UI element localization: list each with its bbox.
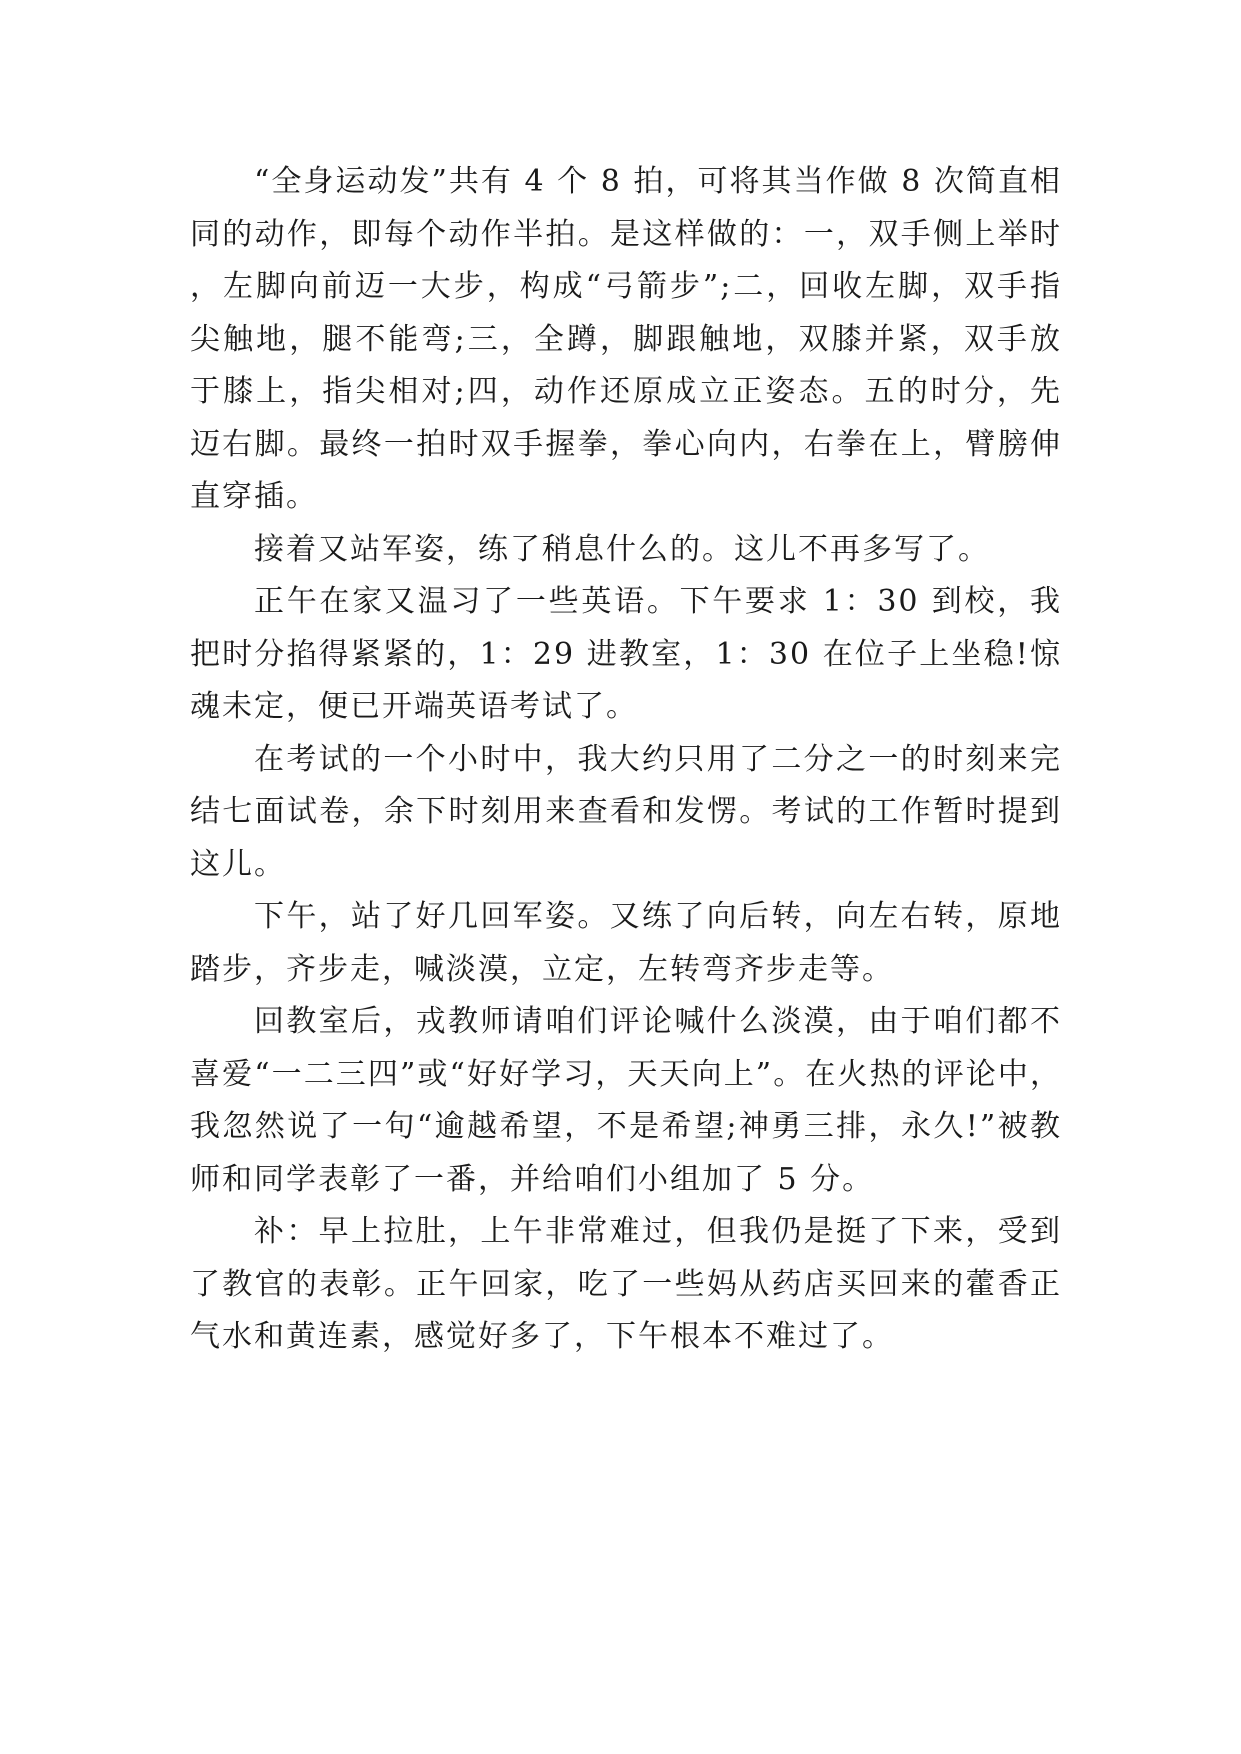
paragraph-supplement: 补：早上拉肚，上午非常难过，但我仍是挺了下来，受到了教官的表彰。正午回家，吃了一些妈从药店买回来的藿香正气水和黄连素，感觉好多了，下午根本不难过了。 [190, 1214, 1062, 1354]
paragraph-exam: 在考试的一个小时中，我大约只用了二分之一的时刻来完结七面试卷，余下时刻用来查看和发愣。考试的工作暂时提到这儿。 [190, 741, 1062, 882]
paragraph-exercise-description: “全身运动发”共有 4 个 8 拍，可将其当作做 8 次简直相同的动作，即每个动作半拍。是这样做的：一，双手侧上举时，左脚向前迈一大步，构成“弓箭步”;二，回收左脚，双手指尖触地，腿不能弯;三，全蹲，脚跟触地，双膝并紧，双手放于膝上，指尖相对;四，动作还原成立正姿态。五的时分，先迈右脚。最终一拍时双手握拳，拳心向内，右拳在上，臂膀伸直穿插。 [190, 164, 1062, 514]
document-body [190, 156, 1062, 1364]
paragraph-classroom-discussion: 回教室后，戎教师请咱们评论喊什么淡漠，由于咱们都不喜爱“一二三四”或“好好学习，天天向上”。在火热的评论中，我忽然说了一句“逾越希望，不是希望;神勇三排，永久!”被教师和同学表彰了一番，并给咱们小组加了 5 分。 [190, 1004, 1062, 1197]
paragraph-military-stance: 接着又站军姿，练了稍息什么的。这儿不再多写了。 [254, 531, 990, 567]
paragraph-noon-review: 正午在家又温习了一些英语。下午要求 1：30 到校，我把时分掐得紧紧的，1：29 进教室，1：30 在位子上坐稳!惊魂未定，便已开端英语考试了。 [190, 584, 1062, 724]
paragraph-afternoon-drill: 下午，站了好几回军姿。又练了向后转，向左右转，原地踏步，齐步走，喊淡漠，立定，左转弯齐步走等。 [190, 899, 1062, 987]
